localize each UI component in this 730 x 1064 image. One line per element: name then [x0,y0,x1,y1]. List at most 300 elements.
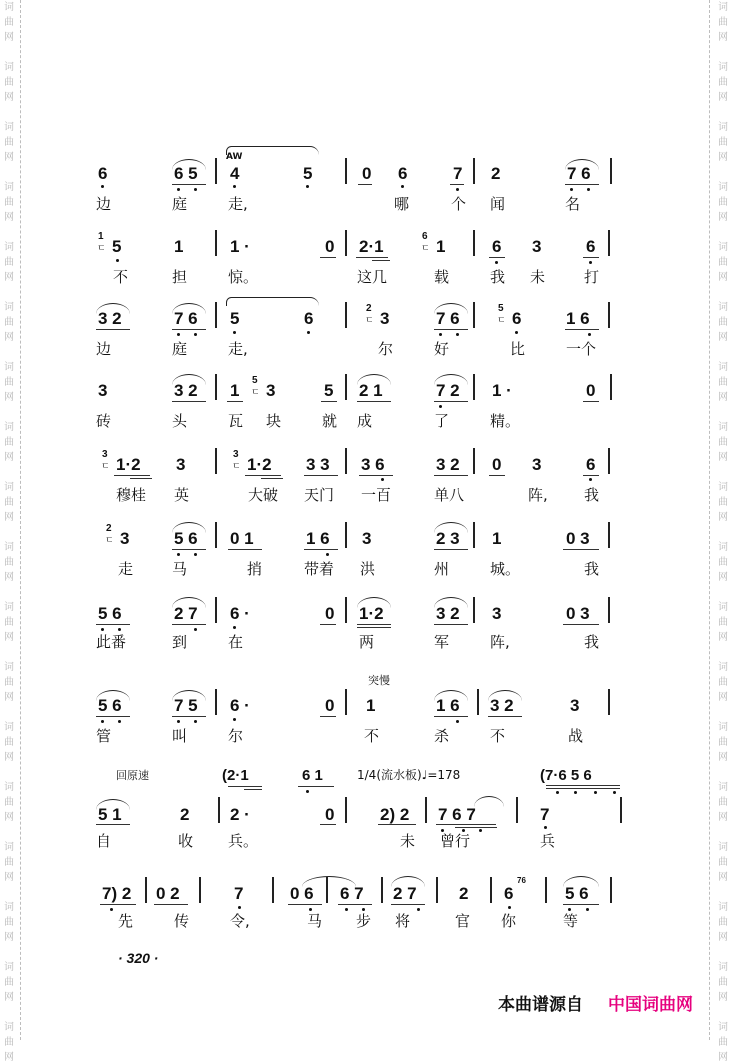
note: 0 [492,455,502,474]
grace-hook-icon: ㄷ [97,243,106,253]
note: 3 2 [436,604,460,623]
barline [215,522,217,548]
watermark-glyph: 曲 [4,437,14,448]
underline [304,549,338,550]
lyric: 洪 [360,560,376,578]
watermark-glyph: 曲 [4,317,14,328]
barline [473,597,475,623]
watermark-glyph: 词 [4,422,14,433]
watermark-glyph: 曲 [4,197,14,208]
note: 1 · [230,237,250,256]
underline [320,716,336,717]
low-dot [233,331,236,334]
underline [455,827,497,828]
underline [100,904,136,905]
barline [610,158,612,184]
note: 3 [380,309,390,328]
watermark-glyph: 词 [718,602,728,613]
underline [378,824,416,825]
lyric: 哪 [394,195,410,213]
note: 0 [325,237,335,256]
note: 0 1 [230,529,254,548]
note: 1 [436,237,446,256]
lyric: 马 [172,560,188,578]
lyric: 未 [400,832,416,850]
note: 5 [112,237,122,256]
watermark-glyph: 网 [718,332,728,343]
watermark-glyph: 词 [4,482,14,493]
watermark-glyph: 网 [4,332,14,343]
watermark-glyph: 词 [718,242,728,253]
underline [96,716,130,717]
note: 6 [586,237,596,256]
grace-hook-icon: ㄷ [497,315,506,325]
watermark-glyph: 网 [718,932,728,943]
grace-note: 76 [517,876,526,885]
lyric: 管 [96,727,112,745]
grace-hook-icon: ㄷ [251,387,260,397]
note: 2) 2 [380,805,410,824]
lyric: 收 [178,832,194,850]
lyric: 兵 [540,832,556,850]
lyric: 头 [172,412,188,430]
underline [489,257,505,258]
watermark-glyph: 词 [4,2,14,13]
lyric: 尔 [378,340,394,358]
watermark-glyph: 词 [4,962,14,973]
barline [545,877,547,903]
barline [436,877,438,903]
lyric: 兵。 [228,832,259,850]
lyric: 等 [563,912,579,930]
note: 5 6 [98,604,122,623]
lyric: 战 [568,727,584,745]
note: 5 6 [98,696,122,715]
watermark-glyph: 网 [4,812,14,823]
barline [608,302,610,328]
lyric: 精。 [490,412,521,430]
watermark-glyph: 词 [718,422,728,433]
phrase-bracket [226,297,319,306]
low-dot [177,188,180,191]
lyric: 带着 [304,560,335,578]
barline [215,158,217,184]
watermark-glyph: 词 [4,122,14,133]
grace-hook-icon: ㄷ [105,535,114,545]
note: 4 [230,164,240,183]
note: 3 2 [490,696,514,715]
note: 7 6 7 [438,805,476,824]
lyric: 未 [530,268,546,286]
underline [321,401,337,402]
note: 0 3 [566,529,590,548]
lyric: 曾行 [440,832,471,850]
underline [244,789,262,790]
note: 5 [230,309,240,328]
low-dot [495,261,498,264]
watermark-glyph: 网 [718,692,728,703]
note: 0 [325,696,335,715]
watermark-glyph: 网 [718,572,728,583]
note: 0 6 [290,884,314,903]
low-dot [508,906,511,909]
low-dot [345,908,348,911]
note: 3 [98,381,108,400]
barline [473,302,475,328]
source-site-link[interactable]: 中国词曲网 [608,995,693,1015]
underline [96,329,130,330]
watermark-glyph: 网 [4,272,14,283]
lyric: 捎 [247,560,263,578]
lyric: 英 [174,486,190,504]
grace-note: 2 [106,523,112,534]
note: 6 [504,884,514,903]
note: 1 [492,529,502,548]
note: 1 · [492,381,512,400]
underline [391,904,425,905]
note: 2·1 [359,237,384,256]
note: 0 [586,381,596,400]
note: 6 [398,164,408,183]
barline [516,797,518,823]
watermark-glyph: 网 [4,392,14,403]
low-dot [570,188,573,191]
note: 2 7 [393,884,417,903]
grace-note: 1 [98,231,104,242]
lyric: 天门 [304,486,335,504]
note: 1 6 [436,696,460,715]
low-dot [439,333,442,336]
watermark-glyph: 网 [4,452,14,463]
lyric: 我 [490,268,506,286]
barline [608,230,610,256]
underline [304,475,338,476]
note: 2 7 [174,604,198,623]
underline [130,478,152,479]
watermark-glyph: 网 [4,152,14,163]
grace-hook-icon: ㄷ [101,461,110,471]
watermark-glyph: 曲 [4,677,14,688]
barline [215,230,217,256]
underline [172,329,206,330]
watermark-glyph: 词 [718,62,728,73]
lyric: 走 [118,560,134,578]
note: 7 2 [436,381,460,400]
underline [357,627,391,628]
underline [338,904,372,905]
watermark-glyph: 词 [718,722,728,733]
grace-note: 6 [422,231,428,242]
lyric: 走, [228,340,248,358]
barline [473,158,475,184]
low-dot [515,331,518,334]
low-dot [589,261,592,264]
note: 1 6 [306,529,330,548]
watermark-glyph: 曲 [4,737,14,748]
low-dot [177,333,180,336]
note: 7 6 [567,164,591,183]
lyric: 了 [434,412,450,430]
watermark-glyph: 网 [4,932,14,943]
underline [565,329,599,330]
lyric: 砖 [96,412,112,430]
watermark-glyph: 词 [4,242,14,253]
low-dot [233,185,236,188]
note: 1·2 [247,455,272,474]
low-dot [194,188,197,191]
note: 6 [98,164,108,183]
watermark-glyph: 词 [718,902,728,913]
barline [215,302,217,328]
watermark-glyph: 网 [4,512,14,523]
watermark-glyph: 词 [4,362,14,373]
note: 5 [303,164,313,183]
underline [245,475,281,476]
lyric: 军 [434,633,450,651]
note: 1·2 [116,455,141,474]
barline [610,877,612,903]
low-dot [116,259,119,262]
note: 3 [176,455,186,474]
watermark-glyph: 词 [718,782,728,793]
underline [546,785,620,786]
underline [154,904,188,905]
lyric: 我 [584,486,600,504]
watermark-glyph: 曲 [718,437,728,448]
watermark-glyph: 曲 [718,1037,728,1048]
barline [620,797,622,823]
lyric: 尔 [228,727,244,745]
note: 5 [324,381,334,400]
barline [473,448,475,474]
lyric: 名 [565,195,581,213]
watermark-glyph: 曲 [4,917,14,928]
underline [320,824,336,825]
low-dot [556,791,559,794]
watermark-glyph: 网 [718,272,728,283]
note: 3 2 [174,381,198,400]
watermark-glyph: 词 [718,1022,728,1033]
watermark-glyph: 曲 [718,917,728,928]
underline [172,549,206,550]
barline [218,797,220,823]
watermark-glyph: 曲 [718,977,728,988]
watermark-glyph: 词 [4,782,14,793]
watermark-glyph: 词 [718,2,728,13]
underline [357,401,391,402]
note: 3 [532,455,542,474]
barline [145,877,147,903]
note: 6 [586,455,596,474]
lyric: 杀 [434,727,450,745]
watermark-glyph: 词 [718,302,728,313]
prelude-note: (7·6 5 6 [540,767,592,784]
watermark-glyph: 词 [718,842,728,853]
watermark-glyph: 曲 [4,857,14,868]
low-dot [479,829,482,832]
low-dot [439,405,442,408]
lyric: 边 [96,340,112,358]
underline [228,786,262,787]
watermark-glyph: 曲 [4,977,14,988]
watermark-glyph: 曲 [4,17,14,28]
grace-note: 5 [252,375,258,386]
watermark-glyph: 曲 [718,737,728,748]
tempo-marking-resume: 回原速 [116,769,149,782]
lyric: 块 [266,412,282,430]
low-dot [544,826,547,829]
watermark-glyph: 词 [4,62,14,73]
underline [434,475,468,476]
note: 5 6 [174,529,198,548]
watermark-glyph: 词 [4,602,14,613]
note: 7 [453,164,463,183]
lyric: 一个 [566,340,597,358]
note: 5 1 [98,805,122,824]
barline [215,374,217,400]
barline [215,689,217,715]
lyric: 瓦 [228,412,244,430]
underline [356,257,388,258]
lyric: 就 [322,412,338,430]
lyric: 城。 [490,560,521,578]
note: 6 5 [174,164,198,183]
lyric: 成 [357,412,373,430]
watermark-glyph: 网 [718,212,728,223]
note: 2 [459,884,469,903]
barline [215,597,217,623]
underline [434,624,468,625]
watermark-glyph: 网 [4,32,14,43]
note: 7 [234,884,244,903]
watermark-glyph: 网 [718,872,728,883]
underline [228,549,262,550]
note: 2 3 [436,529,460,548]
barline [490,877,492,903]
lyric: 闻 [490,195,506,213]
lyric: 马 [307,912,323,930]
underline [359,475,393,476]
barline [272,877,274,903]
lyric: 自 [96,832,112,850]
note: 1 6 [566,309,590,328]
underline [372,260,390,261]
watermark-glyph: 曲 [718,557,728,568]
note: 1 [230,381,240,400]
note: 0 3 [566,604,590,623]
watermark-glyph: 网 [718,32,728,43]
watermark-glyph: 网 [718,632,728,643]
lyric: 打 [584,268,600,286]
watermark-glyph: 网 [4,872,14,883]
lyric: 庭 [172,340,188,358]
watermark-glyph: 曲 [4,377,14,388]
underline [227,401,243,402]
watermark-glyph: 曲 [718,197,728,208]
underline [172,624,206,625]
watermark-glyph: 网 [4,692,14,703]
watermark-glyph: 曲 [718,677,728,688]
grace-hook-icon: ㄷ [232,461,241,471]
barline [345,448,347,474]
low-dot [194,553,197,556]
watermark-glyph: 词 [4,542,14,553]
lyric: 令, [230,912,250,930]
low-dot [118,628,121,631]
low-dot [307,331,310,334]
watermark-glyph: 网 [4,992,14,1003]
note: 0 2 [156,884,180,903]
watermark-glyph: 网 [4,92,14,103]
barline [326,877,328,903]
low-dot [456,333,459,336]
low-dot [238,906,241,909]
note: 0 [325,805,335,824]
low-dot [177,553,180,556]
barline [345,797,347,823]
lyric: 载 [434,268,450,286]
note: 5 6 [565,884,589,903]
lyric: 在 [228,633,244,651]
lyric: 庭 [172,195,188,213]
lyric: 此番 [96,633,127,651]
barline [381,877,383,903]
barline [610,374,612,400]
watermark-glyph: 词 [718,122,728,133]
underline [96,824,130,825]
low-dot [456,188,459,191]
lyric: 惊。 [228,268,259,286]
watermark-glyph: 曲 [718,317,728,328]
watermark-glyph: 网 [718,812,728,823]
prelude-note: 6 1 [302,767,323,784]
low-dot [309,908,312,911]
underline [172,716,206,717]
underline [489,475,505,476]
low-dot [574,791,577,794]
lyric: 到 [172,633,188,651]
lyric: 单八 [434,486,465,504]
underline [114,475,150,476]
watermark-glyph: 曲 [718,377,728,388]
lyric: 个 [451,195,467,213]
underline [563,624,599,625]
note: 6 7 [340,884,364,903]
underline [172,184,206,185]
lyric: 先 [118,912,134,930]
grace-note: 3 [102,449,108,460]
note: 2 1 [359,381,383,400]
lyric: 一百 [361,486,392,504]
lyric: 担 [172,268,188,286]
note: 2 [491,164,501,183]
low-dot [613,791,616,794]
lyric: 我 [584,633,600,651]
low-dot [594,791,597,794]
watermark-glyph: 曲 [718,17,728,28]
barline [345,689,347,715]
note: 6 · [230,604,250,623]
watermark-glyph: 词 [4,722,14,733]
underline [320,624,336,625]
watermark-glyph: 词 [718,182,728,193]
underline [298,786,334,787]
note: 2 [180,805,190,824]
watermark-glyph: 网 [718,992,728,1003]
lyric: 不 [490,727,506,745]
lyric: 不 [364,727,380,745]
note: 6 [304,309,314,328]
